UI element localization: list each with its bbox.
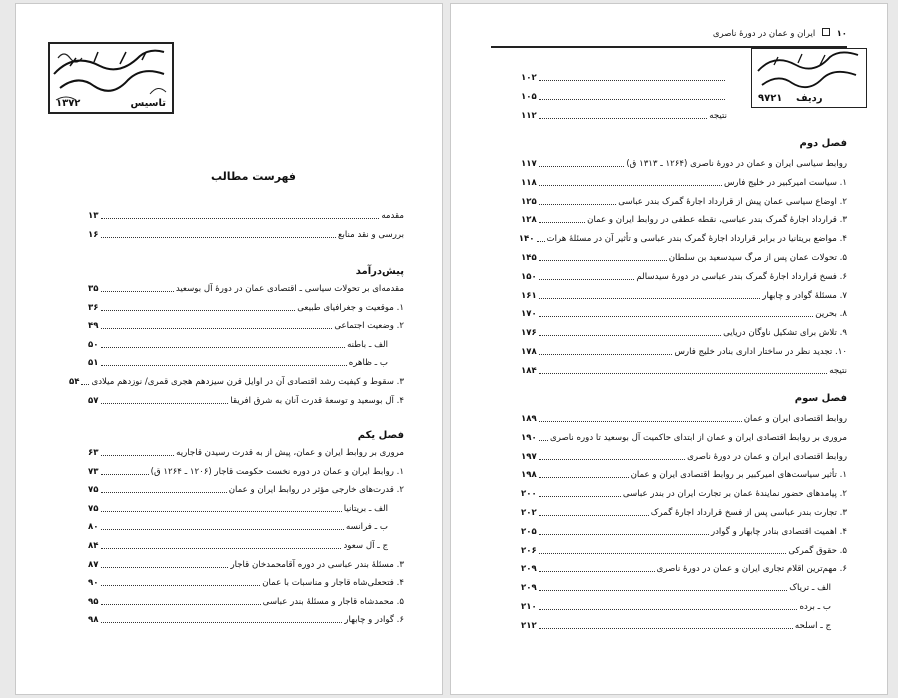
toc-entry-title: ۲. اوضاع سیاسی عمان پیش از قرارداد اجارهٔ گمرک بندر عباسی <box>618 196 847 207</box>
toc-entry-title: نتیجه <box>829 365 847 376</box>
stamp-year: ۱۳۷۲ <box>56 98 81 109</box>
dot-leader <box>539 335 721 336</box>
toc-entry <box>521 308 847 320</box>
toc-entry-title: ۵. حقوق گمرکی <box>788 545 847 556</box>
toc-entry <box>521 91 727 103</box>
toc-entry-title: روابط سیاسی ایران و عمان در دورهٔ ناصری (۱۲۶۴ ـ ۱۳۱۳ ق) <box>626 159 847 169</box>
toc-entry-page: ۲۰۲ <box>521 508 537 518</box>
toc-entry <box>88 339 388 351</box>
toc-entry-title: ۱. تأثیر سیاست‌های امیرکبیر بر روابط اقتصادی ایران و عمان <box>630 470 847 481</box>
dot-leader <box>539 590 788 591</box>
toc-entry <box>88 596 404 608</box>
dot-leader <box>101 328 333 329</box>
section-heading: پیش‌درآمد <box>355 266 404 277</box>
toc-entry-title: ۳. تجارت بندر عباسی پس از فسخ قرارداد اجارهٔ گمرک <box>650 508 847 518</box>
toc-entry <box>521 72 727 84</box>
toc-entry-title: ۵. محمدشاه قاجار و مسئلهٔ بندر عباسی <box>262 596 404 607</box>
library-stamp <box>48 42 174 114</box>
dot-leader <box>539 166 625 167</box>
toc-entry <box>521 488 847 500</box>
toc-entry-title: ۱. روابط ایران و عمان در دوره نخست حکومت قاجار (۱۲۰۶ ـ ۱۲۶۴ ق) <box>150 466 404 477</box>
dot-leader <box>101 492 227 493</box>
toc-entry-title: ۷. مسئلهٔ گوادر و چابهار <box>762 290 847 301</box>
toc-entry-title: ۱. سیاست امیرکبیر در خلیج فارس <box>723 177 847 188</box>
dot-leader <box>101 474 149 475</box>
toc-entry <box>521 451 847 463</box>
toc-entry-page: ۳۶ <box>88 302 99 313</box>
toc-entry <box>88 614 404 626</box>
toc-entry-title: ۴. مواضع بریتانیا در برابر قرارداد اجارهٔ گمرک بندر عباسی و تأثیر آن در مسئلهٔ هرات <box>546 234 847 245</box>
toc-entry-page: ۳۵ <box>88 284 99 294</box>
toc-entry-page: ۲۰۵ <box>521 526 537 537</box>
toc-entry <box>521 271 847 283</box>
page-number: ۱۰ <box>836 29 847 39</box>
toc-entry <box>88 447 404 459</box>
dot-leader <box>539 609 798 610</box>
toc-entry-page: ۱۸۴ <box>521 365 537 376</box>
toc-entry <box>88 540 388 552</box>
toc-entry <box>518 233 847 245</box>
toc-entry-title: الف ـ بریتانیا <box>343 503 388 514</box>
toc-entry-page: ۸۷ <box>88 559 99 570</box>
toc-entry-page: ۱۹۸ <box>521 470 537 481</box>
toc-entry-page: ۱۲۵ <box>521 196 537 207</box>
toc-entry-page: ۵۱ <box>88 358 99 369</box>
right-page <box>450 3 888 695</box>
dot-leader <box>101 529 345 530</box>
dot-leader <box>539 279 635 280</box>
toc-entry-title: ج ـ اسلحه <box>794 620 831 631</box>
toc-entry <box>521 413 847 425</box>
dot-leader <box>539 515 649 516</box>
dot-leader <box>539 628 793 629</box>
square-icon <box>822 28 830 36</box>
toc-entry-page: ۷۳ <box>88 466 99 477</box>
dot-leader <box>539 354 673 355</box>
toc-entry-page: ۱۱۷ <box>521 159 537 169</box>
toc-entry <box>521 158 847 170</box>
toc-entry <box>521 252 847 264</box>
toc-entry <box>521 620 831 632</box>
running-header <box>713 28 847 39</box>
dot-leader <box>101 291 174 292</box>
toc-entry <box>88 484 404 496</box>
toc-entry <box>88 521 388 533</box>
dot-leader <box>539 496 621 497</box>
stamp-label: تاسیس <box>130 98 166 109</box>
toc-entry-title: ۶. فسخ قرارداد اجارهٔ گمرک بندر عباسی در دورهٔ سیدسالم <box>636 271 847 282</box>
toc-entry-page: ۷۵ <box>88 503 99 514</box>
toc-entry-page: ۱۷۰ <box>521 309 537 320</box>
toc-entry <box>521 196 847 208</box>
toc-entry <box>88 577 404 589</box>
toc-entry <box>521 214 847 226</box>
toc-entry-page: ۱۱۸ <box>521 177 537 188</box>
toc-entry <box>521 327 847 339</box>
toc-entry-title: ۲. پیامدهای حضور نمایندهٔ عمان بر تجارت ایران در بندر عباسی <box>622 489 847 500</box>
toc-entry-title: نتیجه <box>709 110 727 121</box>
toc-entry-page: ۱۵۰ <box>521 271 537 282</box>
toc-entry-title: ب ـ ظاهره <box>348 358 388 369</box>
dot-leader <box>539 373 828 374</box>
toc-entry <box>88 210 404 222</box>
dot-leader <box>81 384 89 385</box>
dot-leader <box>539 440 548 441</box>
toc-entry-page: ۹۸ <box>88 615 99 626</box>
toc-entry <box>521 290 847 302</box>
toc-entry <box>88 283 404 295</box>
dot-leader <box>539 185 722 186</box>
toc-entry <box>521 601 831 613</box>
toc-entry-page: ۶۳ <box>88 448 99 458</box>
toc-entry-title: الف ـ باطنه <box>347 339 388 350</box>
toc-entry-title: ۳. مسئلهٔ بندر عباسی در دوره آقامحمدخان قاجار <box>230 559 404 570</box>
toc-entry-title: ج ـ آل سعود <box>343 541 388 551</box>
toc-entry-page: ۷۵ <box>88 485 99 496</box>
toc-entry-page: ۱۲۸ <box>521 215 537 226</box>
toc-entry-title: ۹. تلاش برای تشکیل ناوگان دریایی <box>723 328 847 339</box>
dot-leader <box>539 204 616 205</box>
dot-leader <box>101 622 343 623</box>
toc-entry-page: ۱۶ <box>88 229 99 240</box>
toc-entry <box>521 545 847 557</box>
toc-entry <box>521 507 847 519</box>
toc-entry-page: ۱۷۸ <box>521 347 537 357</box>
dot-leader <box>101 310 296 311</box>
toc-entry-title: ۸. بحرین <box>815 309 847 320</box>
toc-entry-page: ۱۳ <box>88 211 99 221</box>
dot-leader <box>539 534 709 535</box>
section-heading: فصل یکم <box>357 430 404 441</box>
toc-entry-page: ۲۰۶ <box>521 545 537 556</box>
toc-entry-page: ۱۶۱ <box>521 290 537 301</box>
section-heading: فصل دوم <box>799 138 847 149</box>
toc-entry <box>88 466 404 478</box>
toc-entry-page: ۱۹۰ <box>521 432 537 443</box>
toc-entry-title: ۳. سقوط و کیفیت رشد اقتصادی آن در اوایل قرن سیزدهم هجری قمری/ نوزدهم میلادی <box>91 377 404 387</box>
dot-leader <box>537 241 545 242</box>
toc-entry-page: ۱۰۵ <box>521 91 537 102</box>
toc-entry <box>521 177 847 189</box>
stamp-number: ۹۷۲۱ <box>758 93 783 104</box>
toc-entry-page: ۱۸۹ <box>521 414 537 424</box>
toc-entry-title: مقدمه <box>381 211 404 221</box>
dot-leader <box>101 511 342 512</box>
toc-entry-page: ۸۰ <box>88 522 99 533</box>
toc-entry-title: مروری بر روابط اقتصادی ایران و عمان از ابتدای حاکمیت آل بوسعید تا دوره ناصری <box>550 432 847 443</box>
toc-entry-page: ۲۱۲ <box>521 620 537 631</box>
toc-entry-page: ۱۴۵ <box>521 253 537 263</box>
dot-leader <box>101 585 261 586</box>
toc-entry <box>88 229 404 241</box>
dot-leader <box>539 298 761 299</box>
dot-leader <box>101 403 229 404</box>
dot-leader <box>101 237 336 238</box>
toc-entry <box>521 582 831 594</box>
dot-leader <box>539 222 585 223</box>
toc-entry-title: ۲. قدرت‌های خارجی مؤثر در روابط ایران و عمان <box>228 485 404 496</box>
toc-entry <box>88 302 404 314</box>
dot-leader <box>539 477 629 478</box>
toc-entry-title: ۳. قرارداد اجارهٔ گمرک بندر عباسی، نقطه عطفی در روابط ایران و عمان <box>587 215 847 226</box>
toc-entry-title: روابط اقتصادی ایران و عمان در دورهٔ ناصری <box>687 451 847 462</box>
toc-entry-title: بررسی و نقد منابع <box>337 229 404 240</box>
dot-leader <box>101 567 229 568</box>
dot-leader <box>539 316 814 317</box>
dot-leader <box>539 99 725 100</box>
toc-entry <box>88 395 404 407</box>
toc-entry-title: ۴. آل بوسعید و توسعهٔ قدرت آنان به شرق افریقا <box>230 395 404 406</box>
toc-entry-page: ۹۵ <box>88 596 99 607</box>
toc-title: فهرست مطالب <box>210 170 296 183</box>
toc-entry-title: ب ـ فرانسه <box>346 522 388 533</box>
library-stamp-right <box>751 48 867 108</box>
toc-entry-page: ۲۰۹ <box>521 564 537 575</box>
toc-entry <box>521 526 847 538</box>
toc-entry-page: ۵۷ <box>88 395 99 406</box>
toc-entry-page: ۱۷۶ <box>521 328 537 339</box>
toc-entry-title: ۲. وضعیت اجتماعی <box>334 321 404 332</box>
toc-entry <box>521 365 847 377</box>
toc-entry-page: ۴۹ <box>88 321 99 332</box>
toc-entry-page: ۱۱۲ <box>521 110 537 121</box>
dot-leader <box>101 604 261 605</box>
toc-entry <box>521 563 847 575</box>
dot-leader <box>539 421 742 422</box>
dot-leader <box>539 459 685 460</box>
toc-entry <box>521 469 847 481</box>
toc-entry-page: ۸۴ <box>88 541 99 551</box>
toc-entry-title: روابط اقتصادی ایران و عمان <box>743 414 847 424</box>
running-title: ایران و عمان در دورهٔ ناصری <box>712 29 816 39</box>
dot-leader <box>539 553 787 554</box>
dot-leader <box>539 260 667 261</box>
toc-entry <box>88 320 404 332</box>
section-heading: فصل سوم <box>794 393 847 404</box>
toc-entry-title: ۶. گوادر و چابهار <box>344 615 404 626</box>
toc-entry <box>88 357 388 369</box>
toc-entry <box>521 110 727 122</box>
toc-entry-title: ۴. فتحعلی‌شاه قاجار و مناسبات با عمان <box>262 578 404 589</box>
dot-leader <box>101 548 342 549</box>
left-page <box>15 3 443 695</box>
toc-entry-title: ۴. اهمیت اقتصادی بنادر چابهار و گوادر <box>710 526 847 537</box>
toc-entry-page: ۲۰۰ <box>521 489 537 500</box>
toc-entry-title: ۱۰. تجدید نظر در ساختار اداری بنادر خلیج فارس <box>674 347 847 357</box>
toc-entry-title: ۱. موقعیت و جغرافیای طبیعی <box>297 302 404 313</box>
stamp-label: ردیف <box>796 93 823 104</box>
dot-leader <box>101 218 380 219</box>
dot-leader <box>539 80 725 81</box>
dot-leader <box>539 571 655 572</box>
dot-leader <box>101 455 175 456</box>
toc-entry <box>521 346 847 358</box>
toc-entry-page: ۵۰ <box>88 339 99 350</box>
toc-entry-page: ۱۰۲ <box>521 73 537 83</box>
toc-entry-title: ۶. مهم‌ترین اقلام تجاری ایران و عمان در دورهٔ ناصری <box>656 564 847 575</box>
toc-entry-page: ۹۰ <box>88 578 99 589</box>
dot-leader <box>101 347 346 348</box>
toc-entry-title: ۵. تحولات عمان پس از مرگ سیدسعید بن سلطان <box>668 253 847 263</box>
toc-entry-page: ۲۱۰ <box>521 602 537 612</box>
toc-entry-title: ب ـ برده <box>799 602 831 612</box>
toc-entry <box>88 503 388 515</box>
toc-entry-page: ۱۹۷ <box>521 451 537 462</box>
toc-entry-title: مروری بر روابط ایران و عمان، پیش از به قدرت رسیدن قاجاریه <box>176 448 404 458</box>
dot-leader <box>539 118 708 119</box>
toc-entry-title: مقدمه‌ای بر تحولات سیاسی ـ اقتصادی عمان در دورهٔ آل بوسعید <box>175 284 404 294</box>
toc-entry-page: ۲۰۹ <box>521 583 537 594</box>
toc-entry <box>521 432 847 444</box>
dot-leader <box>101 365 347 366</box>
toc-entry-page: ۱۴۰ <box>518 234 535 245</box>
toc-entry-page: ۵۴ <box>68 377 80 387</box>
toc-entry <box>68 376 404 388</box>
toc-entry <box>88 559 404 571</box>
toc-entry-title: الف ـ تریاک <box>789 583 831 594</box>
